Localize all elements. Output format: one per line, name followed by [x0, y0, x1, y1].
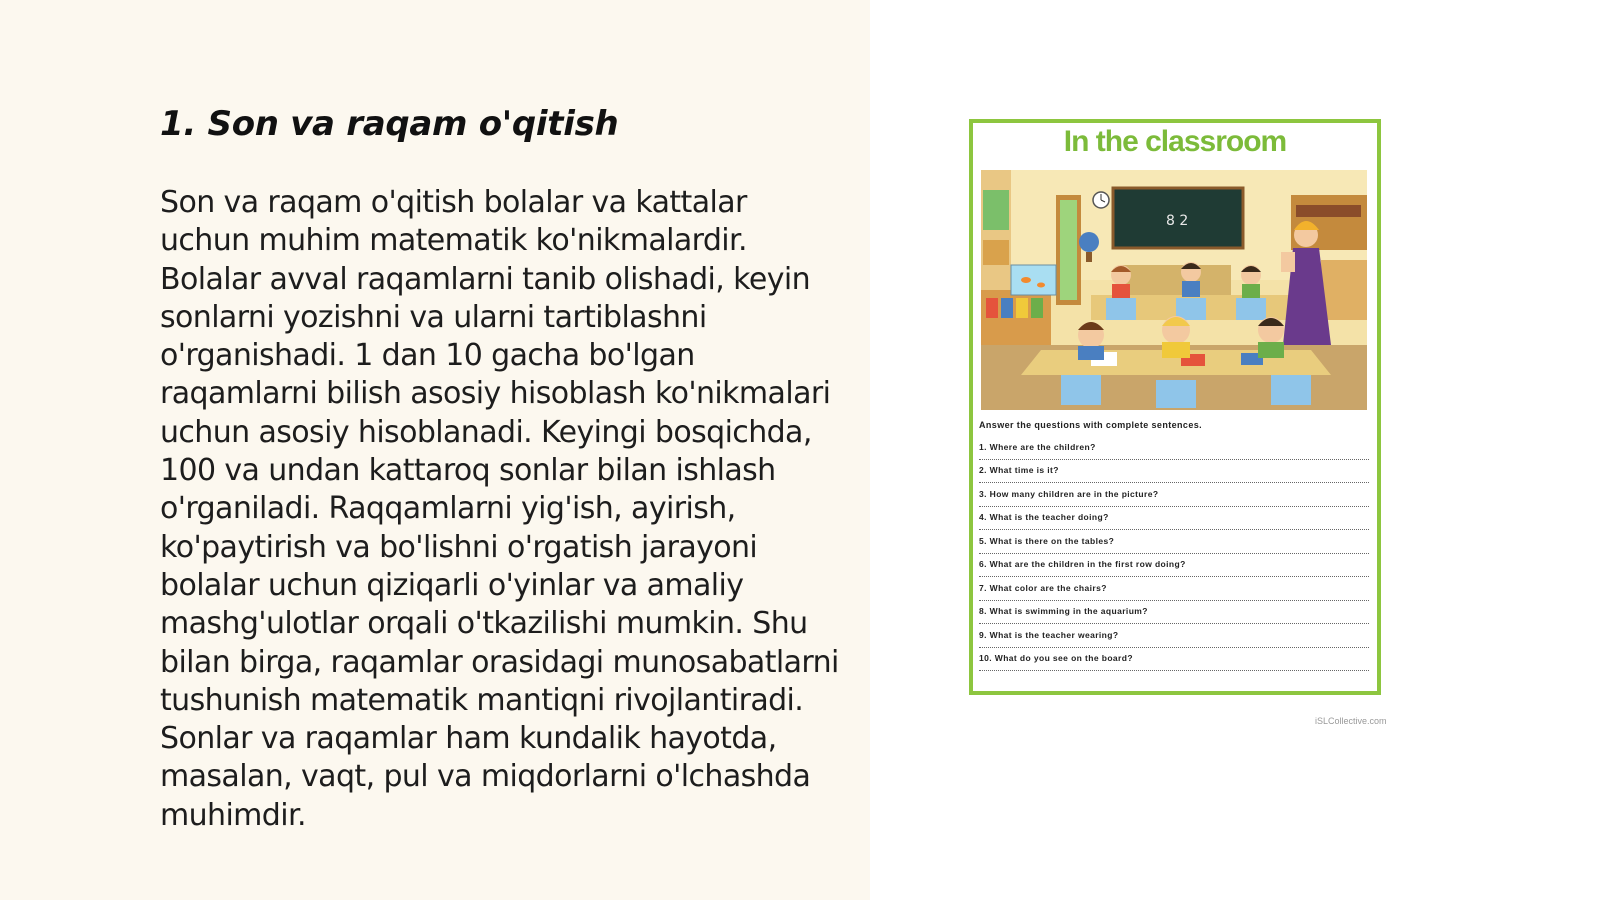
worksheet-question: 2. What time is it?	[979, 465, 1374, 489]
worksheet-question: 9. What is the teacher wearing?	[979, 630, 1374, 654]
classroom-illustration	[981, 170, 1367, 410]
worksheet-image	[969, 119, 1381, 695]
worksheet-credit: iSLCollective.com	[1315, 716, 1387, 726]
fish-icon	[1021, 277, 1031, 283]
worksheet-question: 10. What do you see on the board?	[979, 653, 1374, 677]
worksheet-question: 5. What is there on the tables?	[979, 536, 1374, 560]
board-text: 8 2	[1166, 213, 1189, 229]
worksheet-instruction: Answer the questions with complete sentences.	[979, 420, 1203, 430]
worksheet-question: 7. What color are the chairs?	[979, 583, 1374, 607]
worksheet-title: In the classroom	[1063, 125, 1287, 158]
worksheet-question: 3. How many children are in the picture?	[979, 489, 1374, 513]
slide-body-text: Son va raqam o'qitish bolalar va kattalar uchun muhim matematik ko'nikmalardir. Bolalar avval raqamlarni tanib olishadi, keyin sonlarni yozishni va ularni tartiblashni o'rganishadi. 1 dan 10 gacha bo'lgan raqamlarni bilish asosiy hisoblash ko'nikmalari uchun asosiy hisoblanadi. Keyingi bosqichda, 100 va undan kattaroq sonlar bilan ishlash o'rganiladi. Raqqamlarni yig'ish, ayirish, ko'paytirish va bo'lishni o'rgatish jarayoni bolalar uchun qiziqarli o'yinlar va amaliy mashg'ulotlar orqali o'tkazilishi mumkin. Shu bilan birga, raqamlar orasidagi munosabatlarni tushunish matematik mantiqni rivojlantiradi. Sonlar va raqamlar ham kundalik hayotda, masalan, vaqt, pul va miqdorlarni o'lchashda muhimdir.	[160, 185, 839, 833]
slide-title: 1. Son va raqam o'qitish	[160, 104, 619, 144]
worksheet-question: 1. Where are the children?	[979, 442, 1374, 466]
worksheet-question: 8. What is swimming in the aquarium?	[979, 606, 1374, 630]
worksheet-question: 6. What are the children in the first row doing?	[979, 559, 1374, 583]
worksheet-question: 4. What is the teacher doing?	[979, 512, 1374, 536]
